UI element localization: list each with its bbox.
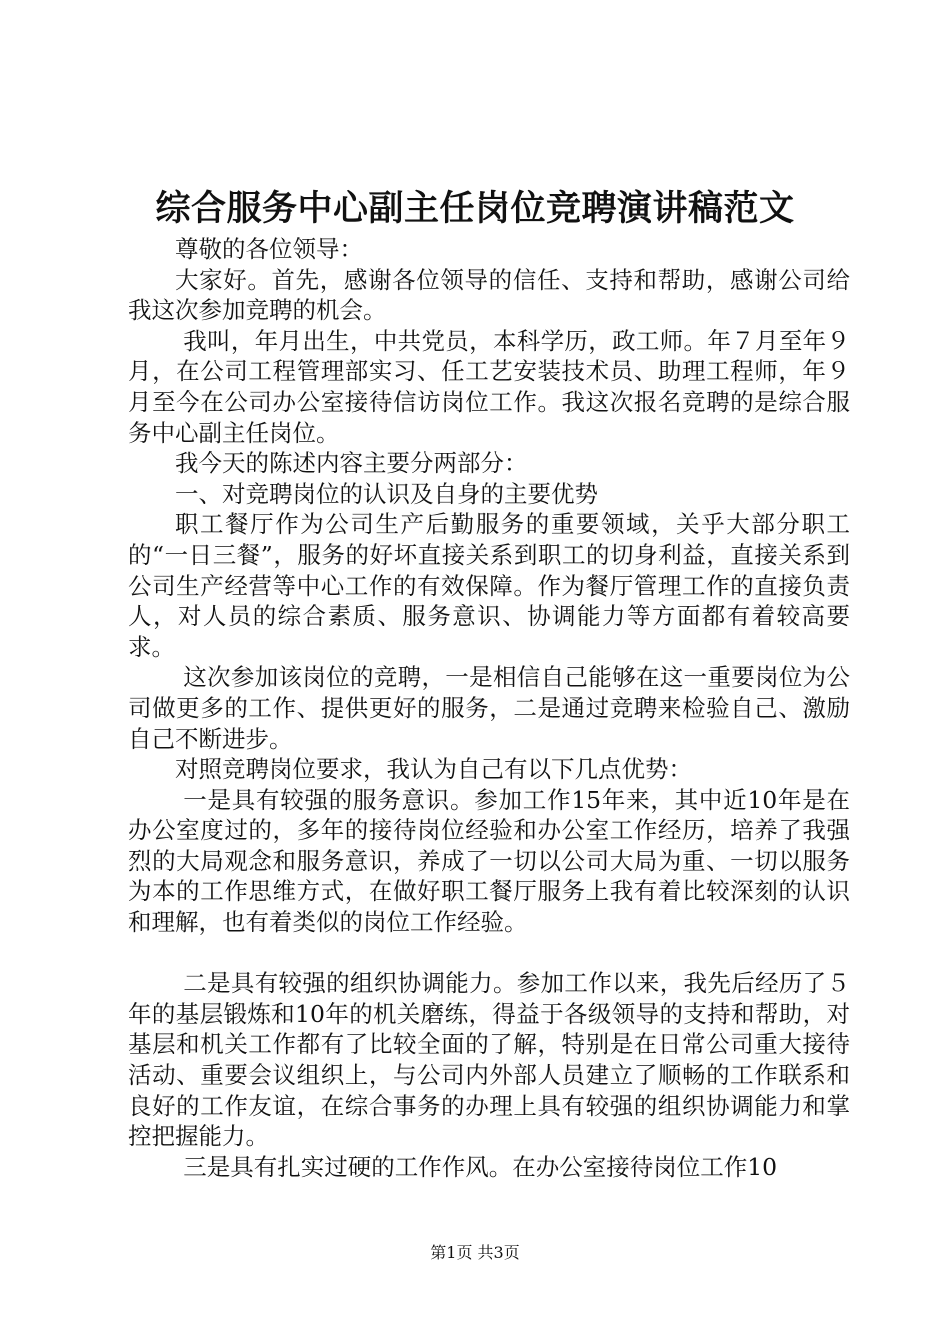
page-footer: 第1页 共3页 xyxy=(430,1243,520,1262)
paragraph-advantage-service: 一是具有较强的服务意识。参加工作15年来，其中近10年是在办公室度过的，多年的接待岗位经验和办公室工作经历，培养了我强烈的大局观念和服务意识，养成了一切以公司大局为重、一切以服务为本的工作思维方式，在做好职工餐厅服务上我有着比较深刻的认识和理解，也有着类似的岗位工作经验。 xyxy=(128,785,850,937)
blank-line xyxy=(128,938,850,969)
paragraph-self-introduction: 我叫，年月出生，中共党员，本科学历，政工师。年７月至年９月，在公司工程管理部实习、任工艺安装技术员、助理工程师，年９月至今在公司办公室接待信访岗位工作。我这次报名竞聘的是综合服务中心副主任岗位。 xyxy=(128,326,850,447)
paragraph-greeting: 大家好。首先，感谢各位领导的信任、支持和帮助，感谢公司给我这次参加竞聘的机会。 xyxy=(128,265,850,325)
paragraph-advantages-intro: 对照竞聘岗位要求，我认为自己有以下几点优势： xyxy=(175,755,692,784)
section-heading-1: 一、对竞聘岗位的认识及自身的主要优势 xyxy=(175,479,598,508)
paragraph-canteen-role: 职工餐厅作为公司生产后勤服务的重要领域，关乎大部分职工的“一日三餐”，服务的好坏直接关系到职工的切身利益，直接关系到公司生产经营等中心工作的有效保障。作为餐厅管理工作的直接负责人，对人员的综合素质、服务意识、协调能力等方面都有着较高要求。 xyxy=(128,510,850,661)
paragraph-motivation: 这次参加该岗位的竞聘，一是相信自己能够在这一重要岗位为公司做更多的工作、提供更好的服务，二是通过竞聘来检验自己、激励自己不断进步。 xyxy=(128,663,850,753)
document-title: 综合服务中心副主任岗位竞聘演讲稿范文 xyxy=(155,188,795,229)
paragraph-advantage-work-style: 三是具有扎实过硬的工作作风。在办公室接待岗位工作10 xyxy=(183,1152,778,1181)
salutation: 尊敬的各位领导： xyxy=(175,235,363,263)
paragraph-advantage-coordination: 二是具有较强的组织协调能力。参加工作以来，我先后经历了５年的基层锻炼和10年的机关磨练，得益于各级领导的支持和帮助，对基层和机关工作都有了比较全面的了解，特别是在日常公司重大接待活动、重要会议组织上，与公司内外部人员建立了顺畅的工作联系和良好的工作友谊，在综合事务的办理上具有较强的组织协调能力和掌控把握能力。 xyxy=(128,969,850,1151)
document-body xyxy=(128,234,850,1182)
paragraph-outline: 我今天的陈述内容主要分两部分： xyxy=(175,449,528,478)
